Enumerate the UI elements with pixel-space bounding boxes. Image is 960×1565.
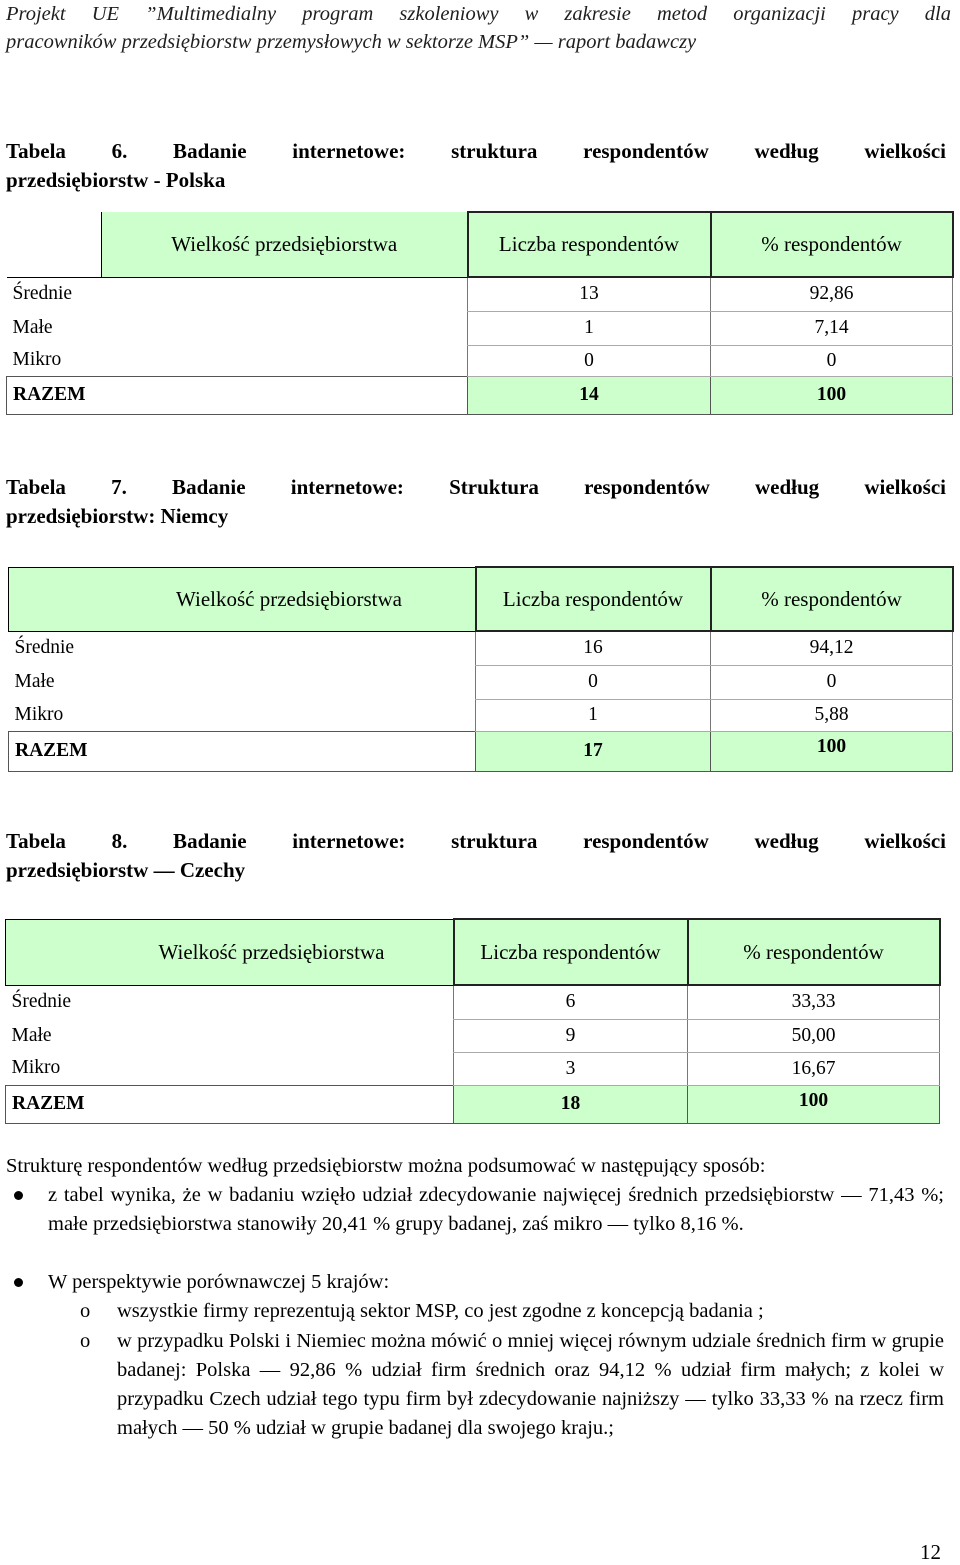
summary-sub-2: w przypadku Polski i Niemiec można mówić o mniej więcej równym udziale średnich firm w grupie badanej: Polska — 92,86 % udział firm średnich oraz 94,12 % udział firm małych; z kolei w przypadku Czech udział tego typu firm był zdecydowanie najniższy — tylko 33,33 % na rzecz firm małych — 50 % udział w grupie badanej dla swojego kraju.;	[117, 1330, 944, 1439]
table-8-caption: Tabela 8. Badanie internetowe: struktura respondentów według wielkości przedsiębiorstw — Czechy	[6, 829, 946, 882]
table-row: Średnie 6 33,33	[6, 985, 940, 1019]
page-header	[6, 0, 951, 56]
table-row: Małe 0 0	[9, 665, 953, 699]
sub-bullet-marker: o	[80, 1300, 91, 1322]
table-row: Małe 9 50,00	[6, 1019, 940, 1052]
header-line-2: pracowników przedsiębiorstw przemysłowych w sektorze MSP” — raport badawczy	[6, 31, 697, 53]
table-row: Mikro 3 16,67	[6, 1052, 940, 1085]
table-row: Średnie 16 94,12	[9, 631, 953, 665]
col-header-pct: % respondentów	[711, 567, 953, 631]
total-row: RAZEM 18 100	[6, 1085, 940, 1123]
col-header-pct: % respondentów	[688, 919, 940, 985]
col-header-count: Liczba respondentów	[468, 212, 711, 277]
total-row: RAZEM 17 100	[9, 731, 953, 771]
summary-bullet-1: z tabel wynika, że w badaniu wzięło udział zdecydowanie najwięcej średnich przedsiębiorstw — 71,43 %; małe przedsiębiorstwa stanowiły 20,41 % grupy badanej, zaś mikro — tylko 8,16 %.	[48, 1184, 944, 1235]
col-header-size: Wielkość przedsiębiorstwa	[102, 212, 468, 277]
summary-sub-1: wszystkie firmy reprezentują sektor MSP, co jest zgodne z koncepcją badania ;	[117, 1300, 764, 1322]
bullet-icon	[14, 1191, 23, 1200]
total-row: RAZEM 14 100	[7, 376, 953, 414]
col-header-size: Wielkość przedsiębiorstwa	[91, 919, 454, 985]
table-7	[8, 566, 954, 772]
bullet-icon	[14, 1278, 23, 1287]
table-6	[6, 211, 954, 415]
table-row: Średnie 13 92,86	[7, 277, 953, 311]
table-7-caption: Tabela 7. Badanie internetowe: Struktura respondentów według wielkości przedsiębiorstw: Niemcy	[6, 475, 946, 528]
summary-intro: Strukturę respondentów według przedsiębiorstw można podsumować w następujący sposób:	[6, 1155, 766, 1177]
table-row: Małe 1 7,14	[7, 311, 953, 345]
header-line-1: Projekt UE ”Multimedialny program szkoleniowy w zakresie metod organizacji pracy dla	[6, 3, 951, 25]
page-number: 12	[920, 1540, 941, 1564]
col-header-count: Liczba respondentów	[476, 567, 711, 631]
table-row: Mikro 1 5,88	[9, 699, 953, 731]
col-header-size: Wielkość przedsiębiorstwa	[104, 567, 476, 631]
col-header-pct: % respondentów	[711, 212, 953, 277]
table-row: Mikro 0 0	[7, 345, 953, 376]
sub-bullet-marker: o	[80, 1330, 91, 1352]
col-header-count: Liczba respondentów	[454, 919, 688, 985]
table-8	[5, 918, 941, 1124]
summary-bullet-2: W perspektywie porównawczej 5 krajów:	[48, 1271, 390, 1293]
table-6-caption: Tabela 6. Badanie internetowe: struktura respondentów według wielkości przedsiębiorstw - Polska	[6, 139, 946, 192]
